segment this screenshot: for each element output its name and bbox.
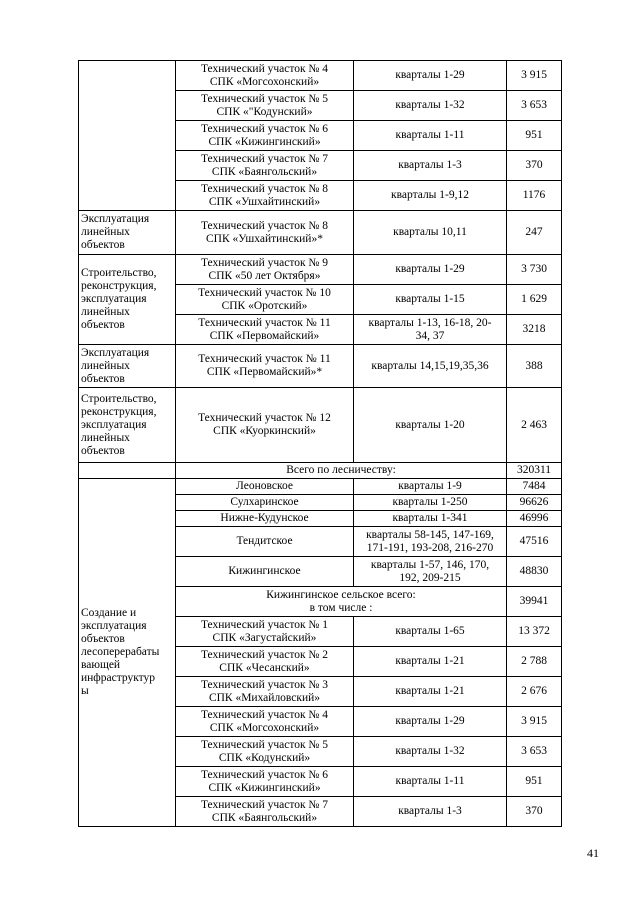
area-cell: 46996 <box>507 511 562 527</box>
subtotal-label: Кижингинское сельское всего: в том числе : <box>176 587 507 617</box>
forestry-name-cell: Сулхаринское <box>176 495 354 511</box>
total-label: Всего по лесничеству: <box>176 463 507 479</box>
purpose-label: Эксплуатация линейных объектов <box>81 346 150 385</box>
quarters-cell: кварталы 1-65 <box>354 617 507 647</box>
purpose-label: Эксплуатация линейных объектов <box>81 213 150 251</box>
area-cell: 370 <box>507 151 562 181</box>
quarters-cell: кварталы 1-21 <box>354 677 507 707</box>
forestry-name-cell: Технический участок № 12 СПК «Куоркинский» <box>176 388 354 463</box>
table-row <box>79 61 562 91</box>
forestry-name-cell: Технический участок № 1 СПК «Загустайский» <box>176 617 354 647</box>
forestry-name-cell: Технический участок № 5 СПК «Кодунский» <box>176 737 354 767</box>
purpose-cell <box>79 211 176 255</box>
quarters-cell: кварталы 1-13, 16-18, 20- 34, 37 <box>354 315 507 345</box>
quarters-cell: кварталы 1-9 <box>354 479 507 495</box>
quarters-cell: кварталы 1-57, 146, 170, 192, 209-215 <box>354 557 507 587</box>
area-cell: 7484 <box>507 479 562 495</box>
quarters-cell: кварталы 1-21 <box>354 647 507 677</box>
area-cell: 3 653 <box>507 737 562 767</box>
area-cell: 48830 <box>507 557 562 587</box>
subtotal-value: 39941 <box>507 587 562 617</box>
table-row <box>79 345 562 388</box>
forestry-name-cell: Тендитское <box>176 527 354 557</box>
area-cell: 370 <box>507 797 562 827</box>
forestry-name-cell: Технический участок № 4 СПК «Могсохонский» <box>176 61 354 91</box>
area-cell: 388 <box>507 345 562 388</box>
quarters-cell: кварталы 1-341 <box>354 511 507 527</box>
forestry-name-cell: Технический участок № 11 СПК «Первомайский»* <box>176 345 354 388</box>
area-cell: 3 653 <box>507 91 562 121</box>
purpose-cell <box>79 61 176 211</box>
area-cell: 1176 <box>507 181 562 211</box>
purpose-cell <box>79 345 176 388</box>
table-row <box>79 255 562 285</box>
forestry-name-cell: Нижне-Кудунское <box>176 511 354 527</box>
total-value: 320311 <box>507 463 562 479</box>
quarters-cell: кварталы 1-29 <box>354 61 507 91</box>
purpose-label: Создание и эксплуатация объектов лесоперерабаты вающей инфраструктур ы <box>81 607 160 697</box>
quarters-cell: кварталы 10,11 <box>354 211 507 255</box>
forestry-name-cell: Технический участок № 8 СПК «Ушхайтинский» <box>176 181 354 211</box>
quarters-cell: кварталы 1-29 <box>354 255 507 285</box>
area-cell: 951 <box>507 767 562 797</box>
purpose-cell <box>79 388 176 463</box>
quarters-cell: кварталы 1-250 <box>354 495 507 511</box>
quarters-cell: кварталы 1-11 <box>354 767 507 797</box>
area-cell: 47516 <box>507 527 562 557</box>
purpose-cell <box>79 463 176 479</box>
quarters-cell: кварталы 1-32 <box>354 91 507 121</box>
forestry-name-cell: Технический участок № 2 СПК «Чесанский» <box>176 647 354 677</box>
forestry-name-cell: Технический участок № 7 СПК «Баянгольский» <box>176 797 354 827</box>
total-row <box>79 463 562 479</box>
forest-allocation-table <box>78 60 562 827</box>
forestry-name-cell: Технический участок № 3 СПК «Михайловский» <box>176 677 354 707</box>
table-row <box>79 388 562 463</box>
forestry-name-cell: Технический участок № 10 СПК «Оротский» <box>176 285 354 315</box>
area-cell: 3 730 <box>507 255 562 285</box>
quarters-cell: кварталы 1-29 <box>354 707 507 737</box>
quarters-cell: кварталы 14,15,19,35,36 <box>354 345 507 388</box>
quarters-cell: кварталы 1-3 <box>354 797 507 827</box>
quarters-cell: кварталы 1-15 <box>354 285 507 315</box>
quarters-cell: кварталы 1-9,12 <box>354 181 507 211</box>
forestry-name-cell: Технический участок № 8 СПК «Ушхайтинский»* <box>176 211 354 255</box>
forestry-name-cell: Технический участок № 4 СПК «Могсохонский» <box>176 707 354 737</box>
area-cell: 2 463 <box>507 388 562 463</box>
purpose-cell <box>79 479 176 827</box>
quarters-cell: кварталы 1-20 <box>354 388 507 463</box>
purpose-label: Строительство, реконструкция, эксплуатация линейных объектов <box>81 267 157 331</box>
forestry-name-cell: Леоновское <box>176 479 354 495</box>
forestry-name-cell: Технический участок № 6 СПК «Кижингинский» <box>176 767 354 797</box>
purpose-cell <box>79 255 176 345</box>
area-cell: 3218 <box>507 315 562 345</box>
area-cell: 3 915 <box>507 707 562 737</box>
area-cell: 3 915 <box>507 61 562 91</box>
area-cell: 96626 <box>507 495 562 511</box>
quarters-cell: кварталы 58-145, 147-169, 171-191, 193-208, 216-270 <box>354 527 507 557</box>
forestry-name-cell: Технический участок № 6 СПК «Кижингинский» <box>176 121 354 151</box>
page-number: 41 <box>587 846 599 860</box>
forestry-name-cell: Кижингинское <box>176 557 354 587</box>
area-cell: 247 <box>507 211 562 255</box>
forestry-name-cell: Технический участок № 5 СПК «"Кодунский» <box>176 91 354 121</box>
area-cell: 2 676 <box>507 677 562 707</box>
purpose-label: Строительство, реконструкция, эксплуатация линейных объектов <box>81 392 157 457</box>
forestry-name-cell: Технический участок № 9 СПК «50 лет Октября» <box>176 255 354 285</box>
forestry-name-cell: Технический участок № 7 СПК «Баянгольский» <box>176 151 354 181</box>
forestry-name-cell: Технический участок № 11 СПК «Первомайский» <box>176 315 354 345</box>
area-cell: 1 629 <box>507 285 562 315</box>
quarters-cell: кварталы 1-11 <box>354 121 507 151</box>
area-cell: 13 372 <box>507 617 562 647</box>
quarters-cell: кварталы 1-3 <box>354 151 507 181</box>
area-cell: 951 <box>507 121 562 151</box>
table-row <box>79 211 562 255</box>
quarters-cell: кварталы 1-32 <box>354 737 507 767</box>
area-cell: 2 788 <box>507 647 562 677</box>
table-row <box>79 479 562 495</box>
